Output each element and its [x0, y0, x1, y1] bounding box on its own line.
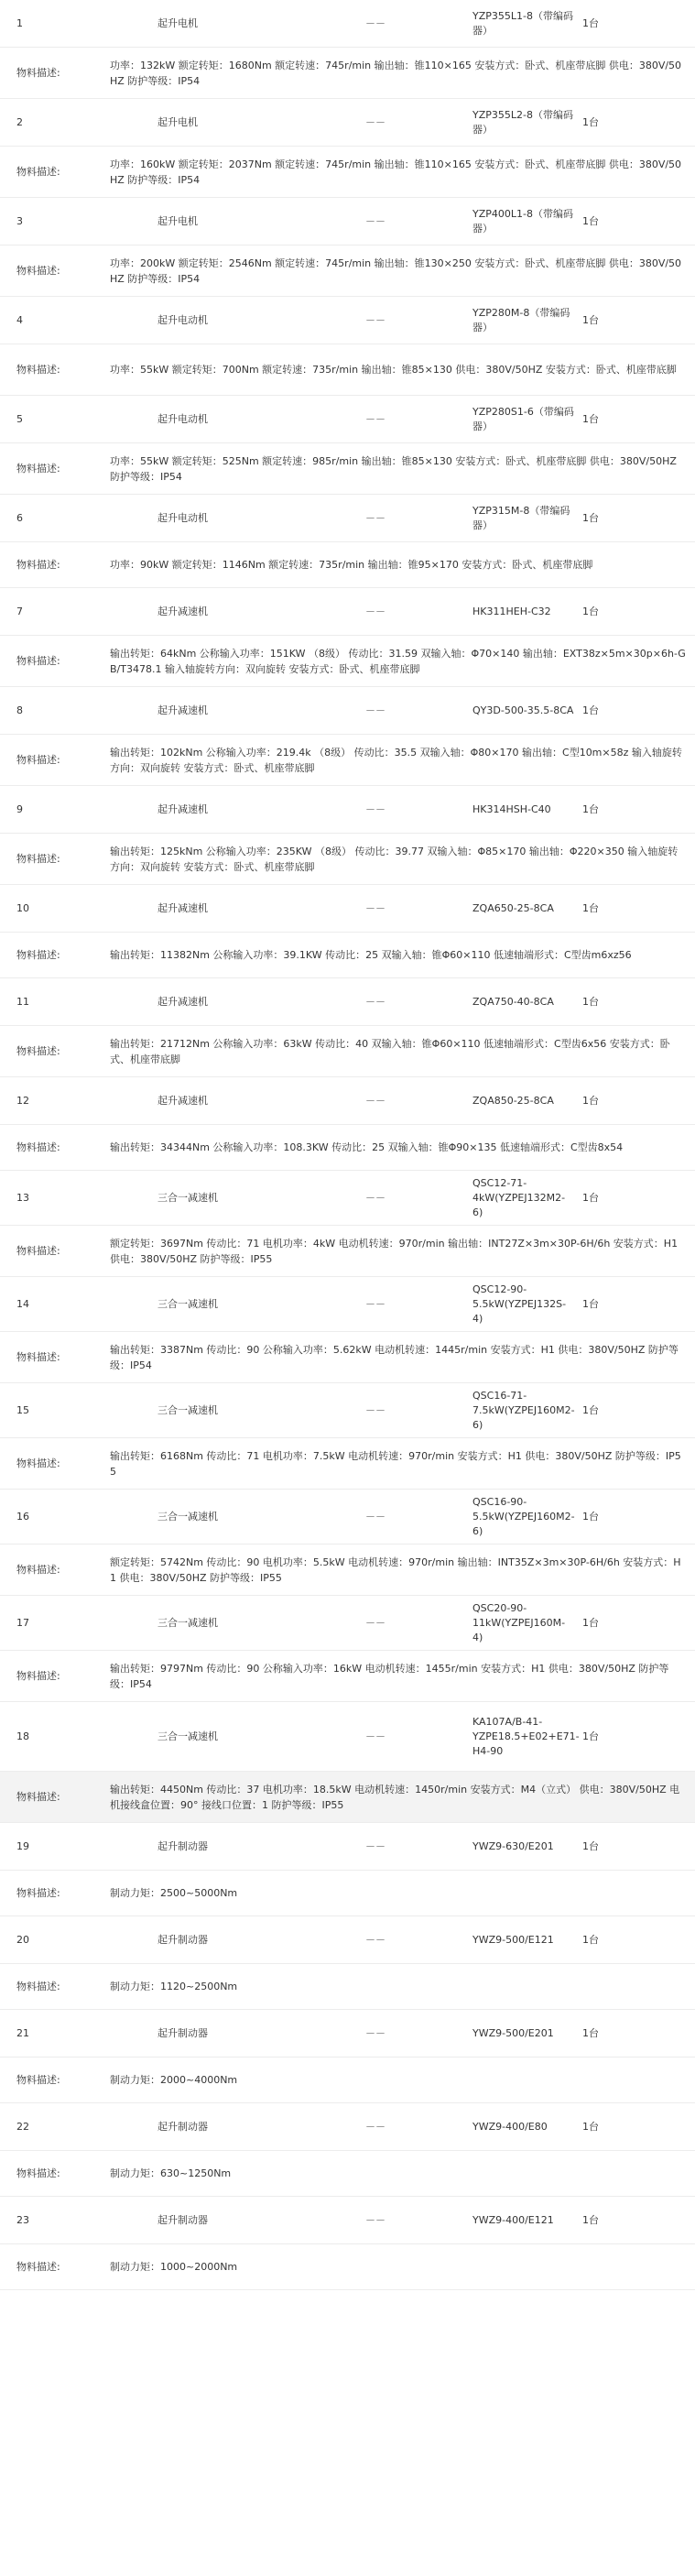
description-label: 物料描述:	[16, 948, 60, 961]
description-text: 功率：160kW 额定转矩：2037Nm 额定转速：745r/min 输出轴：锥110×165 安装方式：卧式、机座带底脚 供电：380V/50HZ 防护等级：IP54	[110, 158, 682, 186]
item-name: 三合一减速机	[157, 1510, 218, 1523]
description-row	[0, 735, 695, 786]
item-spec-dash: －－	[365, 1094, 386, 1107]
item-name: 起升电机	[157, 214, 198, 227]
description-text: 输出转矩：34344Nm 公称输入功率：108.3KW 传动比：25 双输入轴：锥Φ90×135 低速轴端形式：C型齿8x54	[110, 1141, 624, 1153]
item-spec-dash: －－	[365, 901, 386, 914]
description-row	[0, 246, 695, 297]
description-row	[0, 2244, 695, 2290]
item-model: HK311HEH-C32	[472, 605, 551, 617]
item-model: YZP355L1-8（带编码器）	[472, 9, 573, 37]
item-spec-dash: －－	[365, 704, 386, 716]
description-text: 额定转矩：5742Nm 传动比：90 电机功率：5.5kW 电动机转速：970r/min 输出轴：INT35Z×3m×30P-6H/6h 安装方式：H1 供电：380V/50HZ 防护等级：IP55	[110, 1555, 681, 1584]
item-spec-dash: －－	[365, 1297, 386, 1310]
item-name: 起升制动器	[157, 1933, 208, 1946]
description-label: 物料描述:	[16, 1886, 60, 1899]
item-spec-dash: －－	[365, 995, 386, 1008]
description-text: 输出转矩：102kNm 公称输入功率：219.4k （8级） 传动比：35.5 双输入轴：Φ80×170 输出轴：C型10m×58z 输入轴旋转方向：双向旋转 安装方式：卧式、机座带底脚	[110, 746, 682, 774]
item-spec-dash: －－	[365, 313, 386, 326]
item-model: QSC20-90-11kW(YZPEJ160M-4)	[472, 1601, 566, 1643]
item-row	[0, 297, 695, 344]
description-row	[0, 443, 695, 495]
description-row	[0, 1772, 695, 1823]
item-spec-dash: －－	[365, 1616, 386, 1629]
item-quantity: 1台	[582, 704, 599, 716]
item-row	[0, 1596, 695, 1651]
item-spec-dash: －－	[365, 412, 386, 425]
item-spec-dash: －－	[365, 214, 386, 227]
item-name: 起升减速机	[157, 704, 208, 716]
item-spec-dash: －－	[365, 1510, 386, 1523]
item-name: 起升制动器	[157, 1839, 208, 1852]
description-text: 输出转矩：9797Nm 传动比：90 公称输入功率：16kW 电动机转速：1455r/min 安装方式：H1 供电：380V/50HZ 防护等级：IP54	[110, 1662, 669, 1690]
description-row	[0, 48, 695, 99]
item-name: 起升减速机	[157, 605, 208, 617]
item-spec-dash: －－	[365, 802, 386, 815]
item-model: YWZ9-400/E121	[472, 2213, 554, 2226]
item-quantity: 1台	[582, 1730, 599, 1742]
description-label: 物料描述:	[16, 2073, 60, 2086]
item-row	[0, 1383, 695, 1438]
description-text: 制动力矩：630~1250Nm	[110, 2167, 232, 2179]
item-name: 起升电机	[157, 16, 198, 29]
item-number: 13	[16, 1191, 29, 1204]
item-name: 三合一减速机	[157, 1297, 218, 1310]
item-model: KA107A/B-41-YZPE18.5+E02+E71-H4-90	[472, 1715, 580, 1757]
item-model: ZQA750-40-8CA	[472, 995, 554, 1008]
item-quantity: 1台	[582, 511, 599, 524]
item-number: 20	[16, 1933, 29, 1946]
description-text: 输出转矩：11382Nm 公称输入功率：39.1KW 传动比：25 双输入轴：锥Φ60×110 低速轴端形式：C型齿m6xz56	[110, 949, 632, 961]
item-spec-dash: －－	[365, 1191, 386, 1204]
description-text: 额定转矩：3697Nm 传动比：71 电机功率：4kW 电动机转速：970r/min 输出轴：INT27Z×3m×30P-6H/6h 安装方式：H1 供电：380V/50HZ 防护等级：IP55	[110, 1237, 679, 1265]
item-row	[0, 1277, 695, 1332]
item-spec-dash: －－	[365, 605, 386, 617]
item-quantity: 1台	[582, 1616, 599, 1629]
description-text: 输出转矩：3387Nm 传动比：90 公称输入功率：5.62kW 电动机转速：1445r/min 安装方式：H1 供电：380V/50HZ 防护等级：IP54	[110, 1343, 679, 1371]
item-spec-dash: －－	[365, 1403, 386, 1416]
description-row	[0, 1871, 695, 1916]
item-model: HK314HSH-C40	[472, 802, 551, 815]
description-text: 制动力矩：1000~2000Nm	[110, 2261, 238, 2273]
description-label: 物料描述:	[16, 654, 60, 667]
item-model: QSC16-90-5.5kW(YZPEJ160M2-6)	[472, 1495, 575, 1537]
item-number: 2	[16, 115, 23, 128]
item-name: 起升电动机	[157, 313, 208, 326]
item-model: QSC16-71-7.5kW(YZPEJ160M2-6)	[472, 1389, 575, 1431]
item-number: 9	[16, 802, 23, 815]
item-quantity: 1台	[582, 214, 599, 227]
item-model: YZP355L2-8（带编码器）	[472, 108, 573, 136]
item-number: 8	[16, 704, 23, 716]
description-row	[0, 1651, 695, 1702]
description-label: 物料描述:	[16, 1044, 60, 1057]
description-row	[0, 2058, 695, 2103]
item-model: ZQA650-25-8CA	[472, 901, 554, 914]
description-row	[0, 636, 695, 687]
item-number: 10	[16, 901, 29, 914]
item-number: 5	[16, 412, 23, 425]
item-number: 4	[16, 313, 23, 326]
item-number: 16	[16, 1510, 29, 1523]
description-label: 物料描述:	[16, 2260, 60, 2273]
item-model: YZP280M-8（带编码器）	[472, 306, 570, 333]
item-model: YZP315M-8（带编码器）	[472, 504, 570, 531]
item-quantity: 1台	[582, 2120, 599, 2133]
item-row	[0, 1171, 695, 1226]
description-text: 功率：132kW 额定转矩：1680Nm 额定转速：745r/min 输出轴：锥110×165 安装方式：卧式、机座带底脚 供电：380V/50HZ 防护等级：IP54	[110, 59, 682, 87]
item-name: 起升制动器	[157, 2213, 208, 2226]
item-spec-dash: －－	[365, 511, 386, 524]
item-model: ZQA850-25-8CA	[472, 1094, 554, 1107]
item-name: 三合一减速机	[157, 1616, 218, 1629]
item-spec-dash: －－	[365, 16, 386, 29]
item-name: 起升制动器	[157, 2120, 208, 2133]
item-name: 三合一减速机	[157, 1403, 218, 1416]
item-row	[0, 1823, 695, 1871]
item-number: 22	[16, 2120, 29, 2133]
description-label: 物料描述:	[16, 1457, 60, 1469]
description-row	[0, 344, 695, 396]
item-quantity: 1台	[582, 802, 599, 815]
item-number: 1	[16, 16, 23, 29]
item-quantity: 1台	[582, 1933, 599, 1946]
item-model: QSC12-90-5.5kW(YZPEJ132S-4)	[472, 1283, 567, 1325]
item-spec-dash: －－	[365, 2213, 386, 2226]
description-text: 制动力矩：1120~2500Nm	[110, 1981, 238, 1992]
item-number: 15	[16, 1403, 29, 1416]
description-row	[0, 147, 695, 198]
item-name: 起升减速机	[157, 995, 208, 1008]
description-row	[0, 834, 695, 885]
description-label: 物料描述:	[16, 558, 60, 571]
description-label: 物料描述:	[16, 1980, 60, 1992]
description-row	[0, 1545, 695, 1596]
item-name: 起升减速机	[157, 901, 208, 914]
item-row	[0, 0, 695, 48]
description-row	[0, 1964, 695, 2010]
description-label: 物料描述:	[16, 1563, 60, 1576]
item-name: 起升减速机	[157, 1094, 208, 1107]
description-row	[0, 1332, 695, 1383]
description-row	[0, 933, 695, 978]
item-row	[0, 1077, 695, 1125]
item-number: 6	[16, 511, 23, 524]
item-spec-dash: －－	[365, 2026, 386, 2039]
description-label: 物料描述:	[16, 1669, 60, 1682]
description-text: 输出转矩：64kNm 公称输入功率：151KW （8级） 传动比：31.59 双输入轴：Φ70×140 输出轴：EXT38z×5m×30p×6h-GB/T3478.1 输入轴旋转方向：双向旋转 安装方式：卧式、机座带底脚	[110, 647, 686, 675]
item-spec-dash: －－	[365, 115, 386, 128]
description-label: 物料描述:	[16, 1244, 60, 1257]
item-quantity: 1台	[582, 995, 599, 1008]
description-row	[0, 1026, 695, 1077]
item-quantity: 1台	[582, 313, 599, 326]
item-number: 12	[16, 1094, 29, 1107]
item-number: 21	[16, 2026, 29, 2039]
item-row	[0, 1916, 695, 1964]
item-quantity: 1台	[582, 2026, 599, 2039]
description-label: 物料描述:	[16, 1141, 60, 1153]
item-quantity: 1台	[582, 1094, 599, 1107]
item-model: YWZ9-630/E201	[472, 1839, 554, 1852]
item-row	[0, 2010, 695, 2058]
item-number: 3	[16, 214, 23, 227]
item-row	[0, 1490, 695, 1545]
item-name: 起升制动器	[157, 2026, 208, 2039]
item-spec-dash: －－	[365, 1730, 386, 1742]
description-row	[0, 542, 695, 588]
item-name: 三合一减速机	[157, 1191, 218, 1204]
item-model: QSC12-71-4kW(YZPEJ132M2-6)	[472, 1176, 566, 1218]
item-row	[0, 495, 695, 542]
description-label: 物料描述:	[16, 66, 60, 79]
item-name: 起升电动机	[157, 412, 208, 425]
description-label: 物料描述:	[16, 2167, 60, 2179]
item-quantity: 1台	[582, 901, 599, 914]
item-quantity: 1台	[582, 1839, 599, 1852]
item-row	[0, 1702, 695, 1772]
description-row	[0, 1226, 695, 1277]
item-quantity: 1台	[582, 1297, 599, 1310]
description-label: 物料描述:	[16, 1350, 60, 1363]
item-row	[0, 588, 695, 636]
description-text: 制动力矩：2500~5000Nm	[110, 1887, 238, 1899]
item-row	[0, 2103, 695, 2151]
item-quantity: 1台	[582, 412, 599, 425]
item-model: YWZ9-400/E80	[472, 2120, 548, 2133]
item-row	[0, 2197, 695, 2244]
item-spec-dash: －－	[365, 2120, 386, 2133]
item-number: 11	[16, 995, 29, 1008]
item-quantity: 1台	[582, 115, 599, 128]
item-row	[0, 885, 695, 933]
item-model: YZP280S1-6（带编码器）	[472, 405, 574, 432]
item-row	[0, 978, 695, 1026]
description-text: 输出转矩：4450Nm 传动比：37 电机功率：18.5kW 电动机转速：1450r/min 安装方式：M4（立式） 供电：380V/50HZ 电机接线盒位置：90° 接线口位置：1 防护等级：IP55	[110, 1783, 680, 1811]
item-number: 23	[16, 2213, 29, 2226]
item-name: 起升减速机	[157, 802, 208, 815]
description-label: 物料描述:	[16, 264, 60, 277]
description-label: 物料描述:	[16, 852, 60, 865]
item-row	[0, 687, 695, 735]
description-label: 物料描述:	[16, 1790, 60, 1803]
description-text: 输出转矩：6168Nm 传动比：71 电机功率：7.5kW 电动机转速：970r/min 安装方式：H1 供电：380V/50HZ 防护等级：IP55	[110, 1449, 681, 1478]
description-label: 物料描述:	[16, 462, 60, 475]
description-row	[0, 1438, 695, 1490]
item-spec-dash: －－	[365, 1839, 386, 1852]
item-number: 18	[16, 1730, 29, 1742]
item-quantity: 1台	[582, 2213, 599, 2226]
description-text: 功率：200kW 额定转矩：2546Nm 额定转速：745r/min 输出轴：锥130×250 安装方式：卧式、机座带底脚 供电：380V/50HZ 防护等级：IP54	[110, 257, 682, 285]
item-number: 19	[16, 1839, 29, 1852]
description-text: 制动力矩：2000~4000Nm	[110, 2074, 238, 2086]
item-name: 起升电机	[157, 115, 198, 128]
item-model: YWZ9-500/E201	[472, 2026, 554, 2039]
item-model: QY3D-500-35.5-8CA	[472, 704, 574, 716]
item-row	[0, 198, 695, 246]
description-text: 输出转矩：125kNm 公称输入功率：235KW （8级） 传动比：39.77 双输入轴：Φ85×170 输出轴：Φ220×350 输入轴旋转方向：双向旋转 安装方式：卧式、机座带底脚	[110, 845, 679, 873]
description-text: 功率：55kW 额定转矩：700Nm 额定转速：735r/min 输出轴：锥85×130 供电：380V/50HZ 安装方式：卧式、机座带底脚	[110, 364, 677, 376]
item-row	[0, 786, 695, 834]
item-quantity: 1台	[582, 1403, 599, 1416]
item-number: 7	[16, 605, 23, 617]
item-model: YWZ9-500/E121	[472, 1933, 554, 1946]
item-quantity: 1台	[582, 16, 599, 29]
item-row	[0, 396, 695, 443]
item-row	[0, 99, 695, 147]
item-number: 17	[16, 1616, 29, 1629]
item-model: YZP400L1-8（带编码器）	[472, 207, 573, 235]
item-name: 起升电动机	[157, 511, 208, 524]
item-number: 14	[16, 1297, 29, 1310]
description-row	[0, 2151, 695, 2197]
item-quantity: 1台	[582, 1191, 599, 1204]
description-text: 输出转矩：21712Nm 公称输入功率：63kW 传动比：40 双输入轴：锥Φ60×110 低速轴端形式：C型齿6x56 安装方式：卧式、机座带底脚	[110, 1037, 670, 1065]
description-text: 功率：90kW 额定转矩：1146Nm 额定转速：735r/min 输出轴：锥95×170 安装方式：卧式、机座带底脚	[110, 559, 593, 571]
item-quantity: 1台	[582, 605, 599, 617]
item-spec-dash: －－	[365, 1933, 386, 1946]
description-row	[0, 1125, 695, 1171]
description-label: 物料描述:	[16, 165, 60, 178]
description-label: 物料描述:	[16, 363, 60, 376]
item-quantity: 1台	[582, 1510, 599, 1523]
description-label: 物料描述:	[16, 753, 60, 766]
item-name: 三合一减速机	[157, 1730, 218, 1742]
description-text: 功率：55kW 额定转矩：525Nm 额定转速：985r/min 输出轴：锥85×130 安装方式：卧式、机座带底脚 供电：380V/50HZ 防护等级：IP54	[110, 454, 677, 483]
